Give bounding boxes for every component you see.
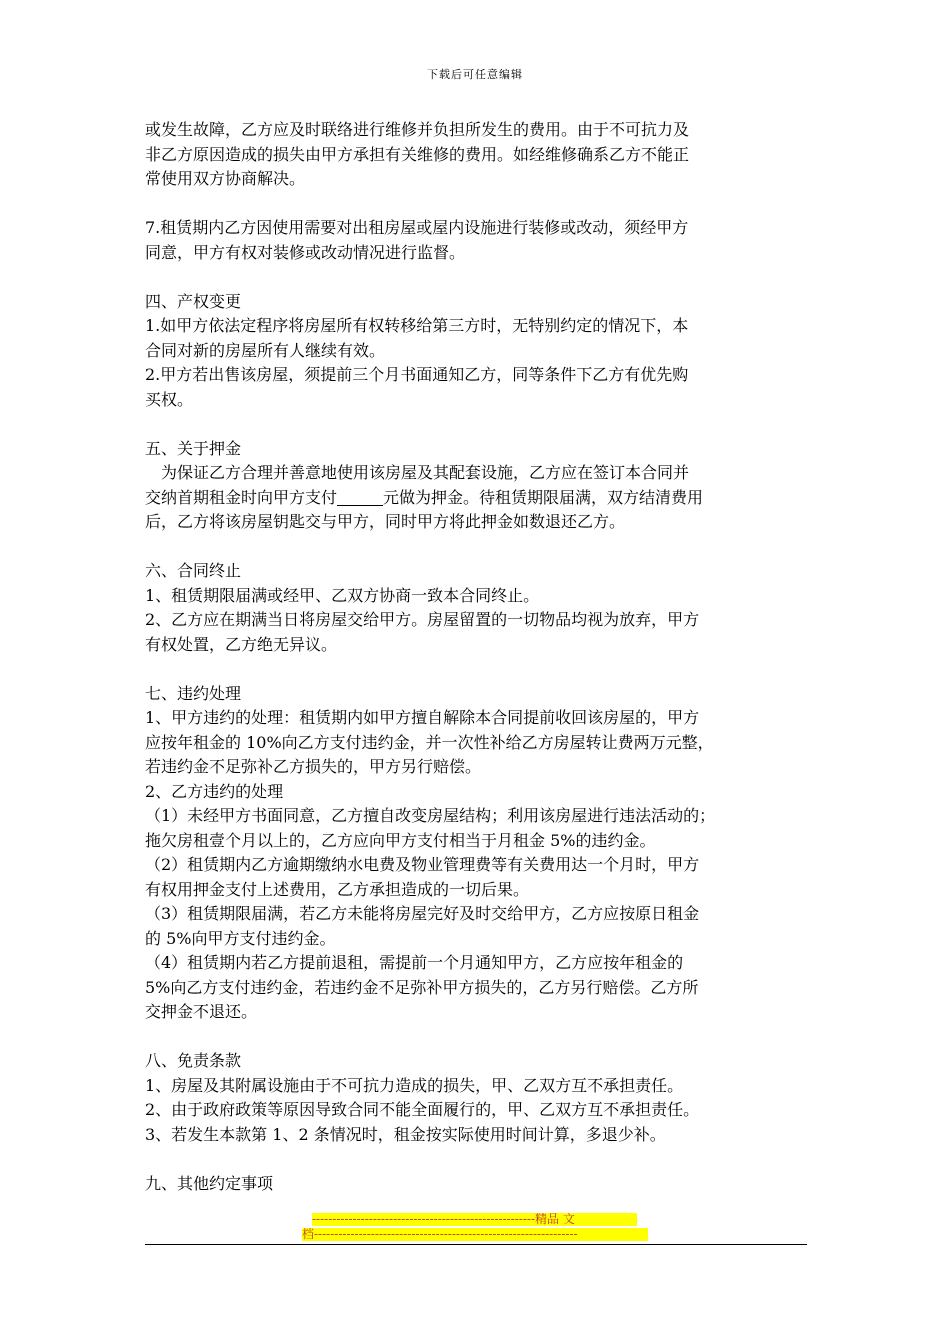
section-title: 五、关于押金	[145, 438, 242, 458]
text-line: 2、由于政府政策等原因导致合同不能全面履行的，甲、乙双方互不承担责任。	[145, 1100, 700, 1119]
text-line	[145, 486, 813, 511]
text-line: 2、乙方应在期满当日将房屋交给甲方。房屋留置的一切物品均视为放弃，甲方	[145, 610, 700, 629]
text-line: 若违约金不足弥补乙方损失的，甲方另行赔偿。	[145, 757, 482, 776]
document-body	[145, 118, 813, 1196]
footer-watermark-line1: -------------------------------------------------------精品 文	[312, 1213, 637, 1226]
section-title: 四、产权变更	[145, 291, 242, 311]
text-line: 3、若发生本款第 1、2 条情况时，租金按实际使用时间计算，多退少补。	[145, 1124, 666, 1144]
section-title: 九、其他约定事项	[145, 1173, 274, 1193]
section-title: 七、违约处理	[145, 683, 242, 703]
text-line: （1）未经甲方书面同意，乙方擅自改变房屋结构；利用该房屋进行违法活动的；	[145, 806, 716, 825]
text-fragment: 交纳首期租金时向甲方支付	[145, 487, 338, 507]
text-line: 1、房屋及其附属设施由于不可抗力造成的损失，甲、乙双方互不承担责任。	[145, 1075, 684, 1095]
text-fragment: 元做为押金。待租赁期限届满，双方结清费用	[383, 487, 704, 507]
text-line: 为保证乙方合理并善意地使用该房屋及其配套设施，乙方应在签订本合同并	[161, 463, 690, 482]
section-title: 八、免责条款	[145, 1051, 242, 1070]
footer-divider	[145, 1244, 807, 1245]
text-line: 有权处置，乙方绝无异议。	[145, 634, 338, 654]
text-line: 应按年租金的 10%向乙方支付违约金，并一次性补给乙方房屋转让费两万元整，	[145, 732, 714, 752]
footer-watermark-line2: 档-----------------------------------------------------------------	[302, 1228, 648, 1241]
text-line: 1、甲方违约的处理：租赁期内如甲方擅自解除本合同提前收回该房屋的，甲方	[145, 708, 700, 727]
text-line: （3）租赁期限届满，若乙方未能将房屋完好及时交给甲方，乙方应按原日租金	[145, 904, 700, 923]
text-line: 1、租赁期限届满或经甲、乙双方协商一致本合同终止。	[145, 585, 540, 605]
text-line: （4）租赁期内若乙方提前退租，需提前一个月通知甲方，乙方应按年租金的	[145, 953, 684, 972]
text-line: 合同对新的房屋所有人继续有效。	[145, 340, 386, 360]
text-line: 同意，甲方有权对装修或改动情况进行监督。	[145, 242, 466, 262]
text-line: 交押金不退还。	[145, 1002, 258, 1021]
text-line: （2）租赁期内乙方逾期缴纳水电费及物业管理费等有关费用达一个月时，甲方	[145, 855, 700, 874]
text-line: 或发生故障，乙方应及时联络进行维修并负担所发生的费用。由于不可抗力及	[145, 120, 690, 139]
text-line: 的 5%向甲方支付违约金。	[145, 928, 336, 948]
text-line: 常使用双方协商解决。	[145, 169, 306, 188]
text-line: 2.甲方若出售该房屋，须提前三个月书面通知乙方，同等条件下乙方有优先购	[145, 365, 689, 384]
deposit-amount-blank	[337, 488, 383, 506]
page-header: 下载后可任意编辑	[427, 68, 523, 81]
text-line: 7.租赁期内乙方因使用需要对出租房屋或屋内设施进行装修或改动，须经甲方	[145, 218, 689, 237]
text-line: 非乙方原因造成的损失由甲方承担有关维修的费用。如经维修确系乙方不能正	[145, 144, 690, 164]
text-line: 后，乙方将该房屋钥匙交与甲方，同时甲方将此押金如数退还乙方。	[145, 512, 626, 531]
text-line: 1.如甲方依法定程序将房屋所有权转移给第三方时，无特别约定的情况下，本	[145, 316, 689, 335]
text-line: 买权。	[145, 389, 194, 409]
text-line: 拖欠房租壹个月以上的，乙方应向甲方支付相当于月租金 5%的违约金。	[145, 830, 656, 850]
text-line: 有权用押金支付上述费用，乙方承担造成的一切后果。	[145, 879, 530, 899]
section-title: 六、合同终止	[145, 561, 242, 580]
text-line: 5%向乙方支付违约金，若违约金不足弥补甲方损失的，乙方另行赔偿。乙方所	[145, 977, 699, 997]
text-line: 2、乙方违约的处理	[145, 781, 284, 801]
